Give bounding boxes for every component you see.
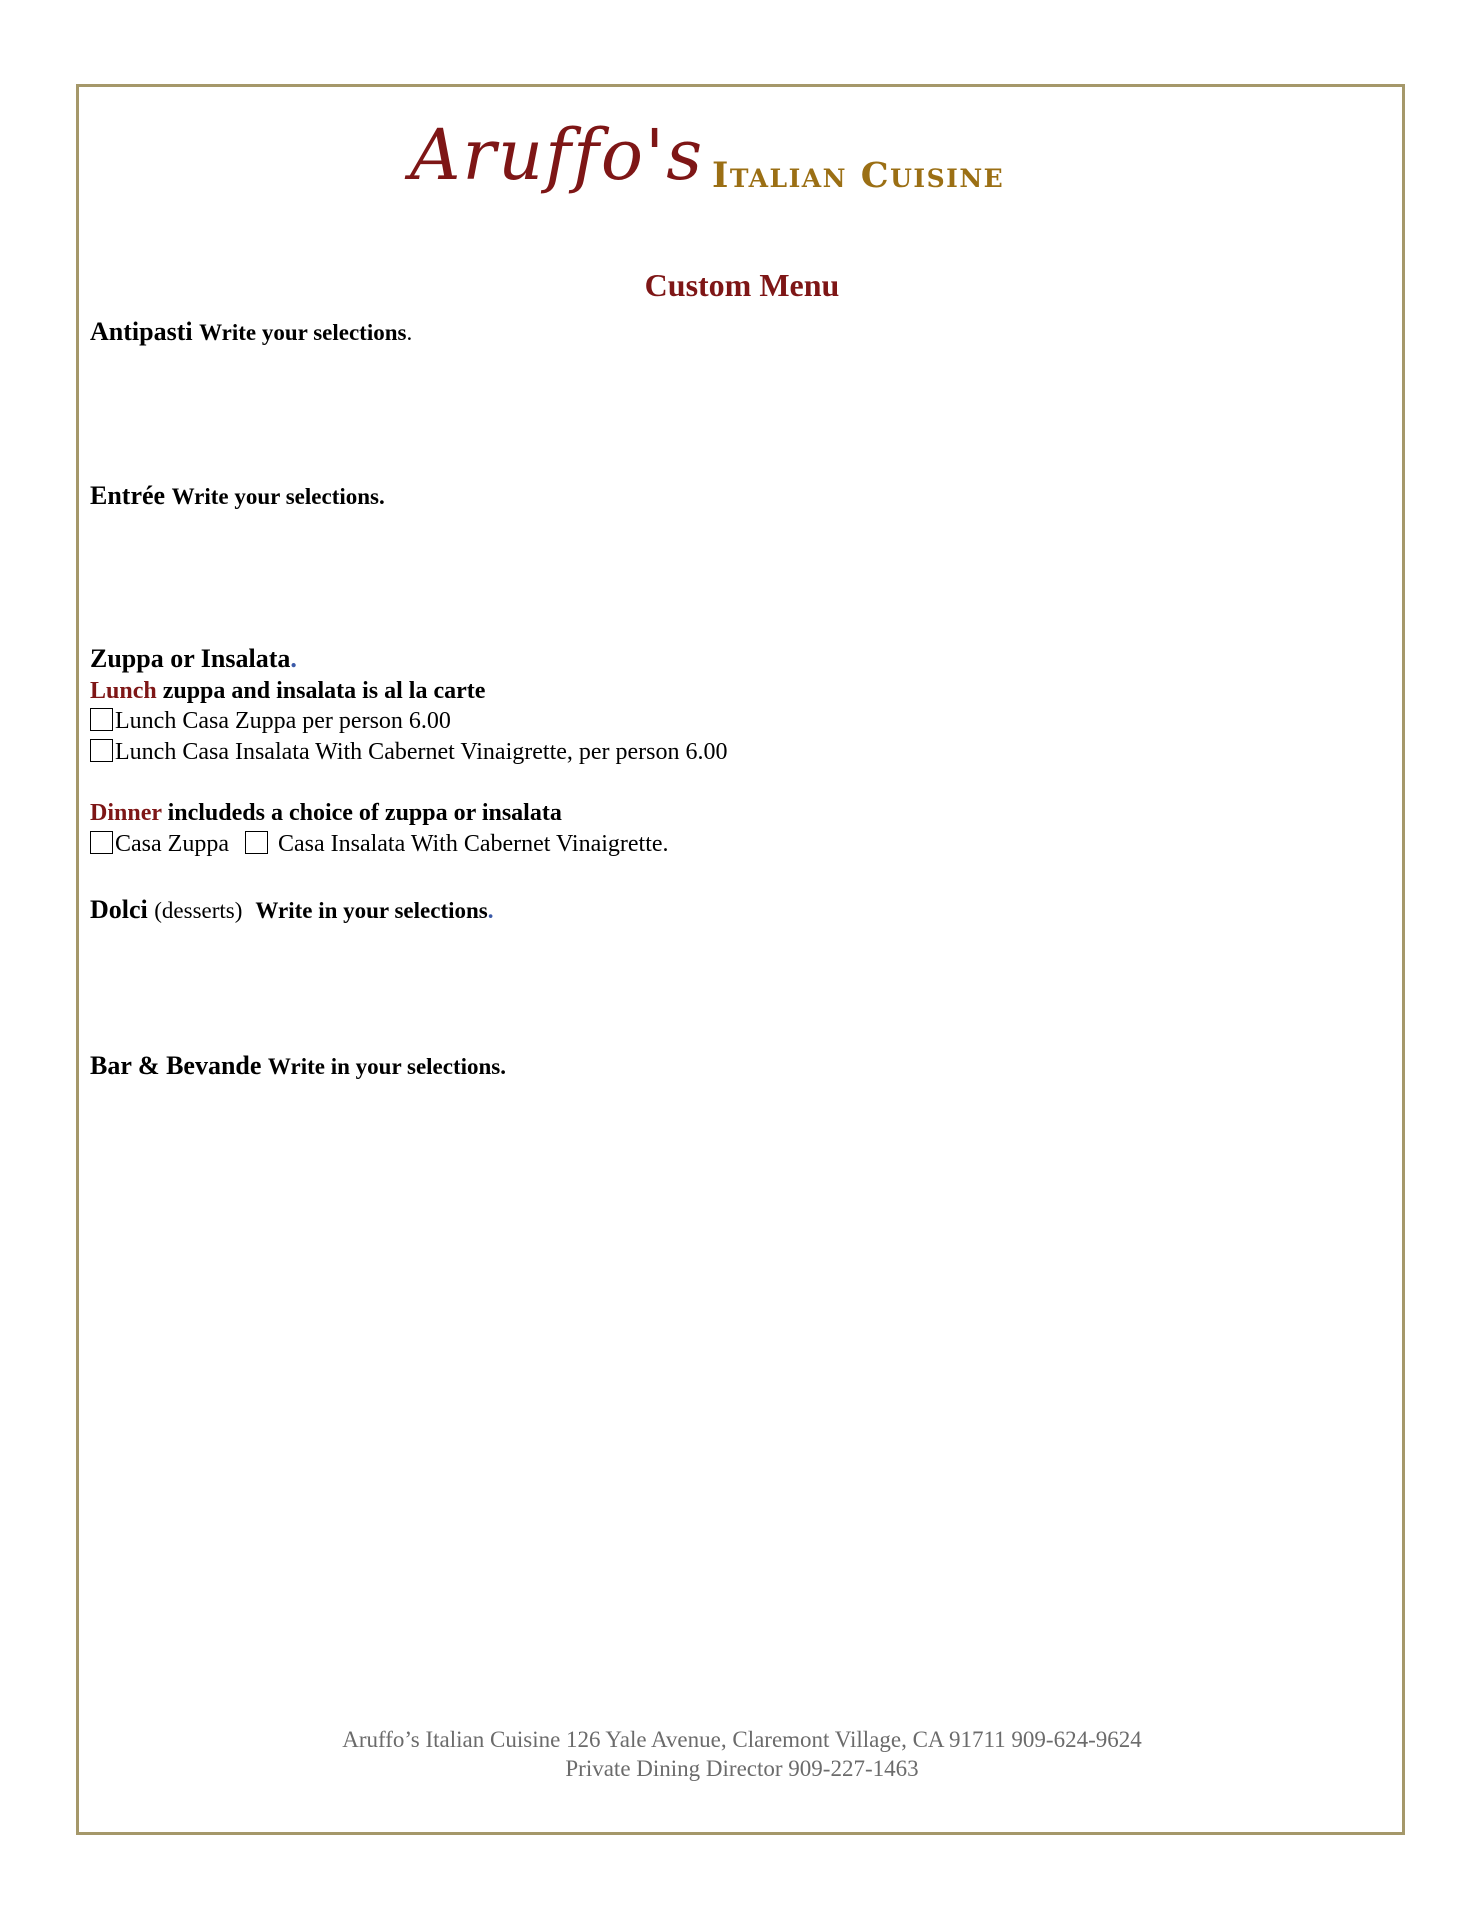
dinner-zuppa-checkbox[interactable] [90,831,113,854]
entree-section-heading [90,482,385,511]
logo-subtitle: Italian Cuisine [712,155,1005,196]
dinner-insalata-checkbox[interactable] [245,831,268,854]
dinner-insalata-label: Casa Insalata With Cabernet Vinaigrette. [277,831,669,857]
dolci-note: (desserts) [154,898,243,923]
lunch-insalata-checkbox[interactable] [90,739,113,762]
lunch-option-zuppa [90,708,451,734]
lunch-line [90,678,485,704]
dinner-text: includeds a choice of zuppa or insalata [161,800,562,826]
antipasti-heading: Antipasti [90,317,193,346]
bar-instruction: Write in your selections. [267,1054,506,1079]
dinner-zuppa-label: Casa Zuppa [115,831,229,857]
lunch-insalata-label: Lunch Casa Insalata With Cabernet Vinaigrette, per person 6.00 [115,739,728,765]
dolci-instruction: Write in your selections [255,898,488,923]
antipasti-instruction: Write your selections [199,320,407,345]
dolci-heading: Dolci [90,895,148,924]
dinner-options [90,831,669,857]
bar-section-heading [90,1052,506,1081]
dolci-section-heading [90,896,493,925]
page-border [76,84,1405,1835]
entree-heading: Entrée [90,481,166,510]
lunch-label: Lunch [90,678,157,704]
entree-instruction: Write your selections. [171,484,385,509]
lunch-zuppa-checkbox[interactable] [90,708,113,731]
logo-script-name: Aruffo's [410,114,705,196]
lunch-zuppa-label: Lunch Casa Zuppa per person 6.00 [115,708,451,734]
lunch-text: zuppa and insalata is al la carte [156,678,486,704]
antipasti-section-heading [90,318,412,347]
footer-director: Private Dining Director 909-227-1463 [565,1756,919,1781]
dolci-period: . [487,898,494,923]
page-title: Custom Menu [644,267,840,303]
zuppa-period: . [290,644,297,673]
lunch-option-insalata [90,739,728,765]
dinner-line [90,800,562,826]
zuppa-heading: Zuppa or Insalata [90,644,291,673]
antipasti-period: . [406,320,413,345]
bar-heading: Bar & Bevande [90,1051,262,1080]
footer-address: Aruffo’s Italian Cuisine 126 Yale Avenue, Claremont Village, CA 91711 909-624-9624 [342,1727,1142,1752]
dinner-label: Dinner [90,800,162,826]
zuppa-section-heading [90,645,297,674]
